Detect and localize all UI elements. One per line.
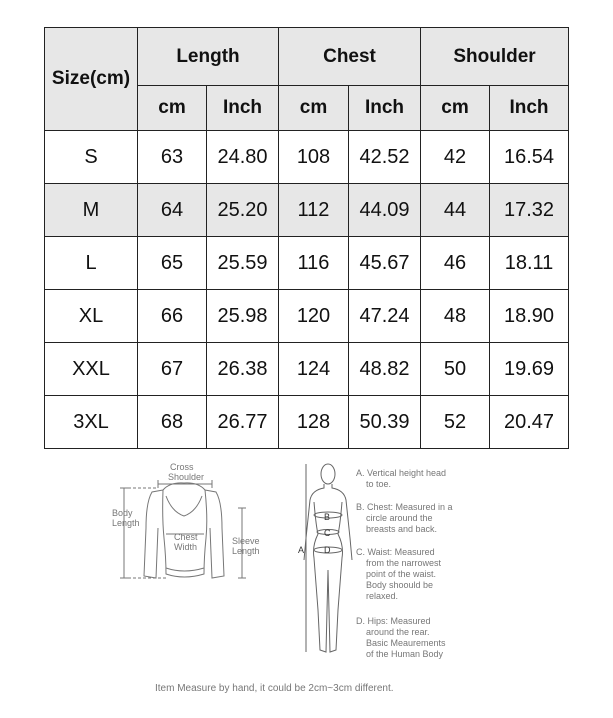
sleeve-length-label: Length	[232, 546, 260, 556]
value-cell: 16.54	[490, 131, 569, 184]
body-head	[321, 464, 335, 484]
note-a: A. Vertical height head	[356, 468, 447, 478]
size-cell: XL	[45, 290, 138, 343]
value-cell: 44	[421, 184, 490, 237]
body-length-label: Body	[112, 508, 133, 518]
body-length-label: Length	[112, 518, 140, 528]
value-cell: 48	[421, 290, 490, 343]
value-cell: 18.90	[490, 290, 569, 343]
unit-header: Inch	[349, 86, 421, 131]
label-c: C	[324, 528, 331, 538]
value-cell: 20.47	[490, 396, 569, 449]
value-cell: 19.69	[490, 343, 569, 396]
shoulder-header: Shoulder	[421, 28, 569, 86]
value-cell: 64	[138, 184, 207, 237]
size-cell: XXL	[45, 343, 138, 396]
unit-header: cm	[421, 86, 490, 131]
garment-diagram	[108, 458, 268, 590]
size-cell: S	[45, 131, 138, 184]
table-row	[45, 237, 569, 290]
label-a: A	[298, 545, 305, 555]
value-cell: 50	[421, 343, 490, 396]
value-cell: 42.52	[349, 131, 421, 184]
value-cell: 48.82	[349, 343, 421, 396]
value-cell: 47.24	[349, 290, 421, 343]
value-cell: 46	[421, 237, 490, 290]
cross-shoulder-label: Shoulder	[168, 472, 205, 482]
note-b: circle around the	[366, 513, 433, 523]
value-cell: 44.09	[349, 184, 421, 237]
value-cell: 24.80	[207, 131, 279, 184]
value-cell: 108	[279, 131, 349, 184]
size-header: Size(cm)	[45, 28, 138, 131]
value-cell: 63	[138, 131, 207, 184]
note-c: relaxed.	[366, 591, 399, 601]
value-cell: 26.38	[207, 343, 279, 396]
sweater-right-sleeve	[205, 490, 224, 578]
table-row	[45, 343, 569, 396]
value-cell: 128	[279, 396, 349, 449]
size-cell: L	[45, 237, 138, 290]
cross-shoulder-label: Cross	[170, 462, 194, 472]
table-row	[45, 184, 569, 237]
size-cell: M	[45, 184, 138, 237]
note-c: C. Waist: Measured	[356, 547, 435, 557]
note-b: breasts and back.	[366, 524, 438, 534]
value-cell: 25.59	[207, 237, 279, 290]
value-cell: 25.20	[207, 184, 279, 237]
sweater-neckline	[166, 496, 202, 516]
note-d: Basic Meaurements	[366, 638, 446, 648]
value-cell: 67	[138, 343, 207, 396]
note-d: D. Hips: Measured	[356, 616, 431, 626]
unit-header: Inch	[207, 86, 279, 131]
value-cell: 26.77	[207, 396, 279, 449]
value-cell: 68	[138, 396, 207, 449]
note-a: to toe.	[366, 479, 392, 489]
table-row	[45, 396, 569, 449]
body-torso-legs	[314, 502, 343, 652]
unit-header: Inch	[490, 86, 569, 131]
value-cell: 112	[279, 184, 349, 237]
chest-width-label: Chest	[174, 532, 198, 542]
chest-width-label: Width	[174, 542, 198, 552]
note-c: from the narrowest	[366, 558, 442, 568]
value-cell: 52	[421, 396, 490, 449]
value-cell: 42	[421, 131, 490, 184]
value-cell: 25.98	[207, 290, 279, 343]
value-cell: 18.11	[490, 237, 569, 290]
chest-header: Chest	[279, 28, 421, 86]
value-cell: 45.67	[349, 237, 421, 290]
value-cell: 124	[279, 343, 349, 396]
length-header: Length	[138, 28, 279, 86]
note-c: point of the waist.	[366, 569, 437, 579]
note-c: Body shoould be	[366, 580, 434, 590]
unit-header: cm	[279, 86, 349, 131]
size-chart-table	[44, 27, 569, 449]
label-b: B	[324, 512, 331, 522]
note-d: around the rear.	[366, 627, 430, 637]
unit-header: cm	[138, 86, 207, 131]
table-row	[45, 131, 569, 184]
note-d: of the Human Body	[366, 649, 444, 659]
value-cell: 17.32	[490, 184, 569, 237]
value-cell: 120	[279, 290, 349, 343]
value-cell: 116	[279, 237, 349, 290]
body-measurement-diagram	[292, 460, 462, 665]
measurement-disclaimer: Item Measure by hand, it could be 2cm~3cm different.	[155, 683, 394, 694]
sweater-left-sleeve	[144, 490, 163, 578]
sleeve-length-label: Sleeve	[232, 536, 260, 546]
value-cell: 65	[138, 237, 207, 290]
size-cell: 3XL	[45, 396, 138, 449]
note-b: B. Chest: Measured in a	[356, 502, 453, 512]
value-cell: 50.39	[349, 396, 421, 449]
sweater-hem	[166, 568, 204, 571]
label-d: D	[324, 545, 331, 555]
table-row	[45, 290, 569, 343]
value-cell: 66	[138, 290, 207, 343]
